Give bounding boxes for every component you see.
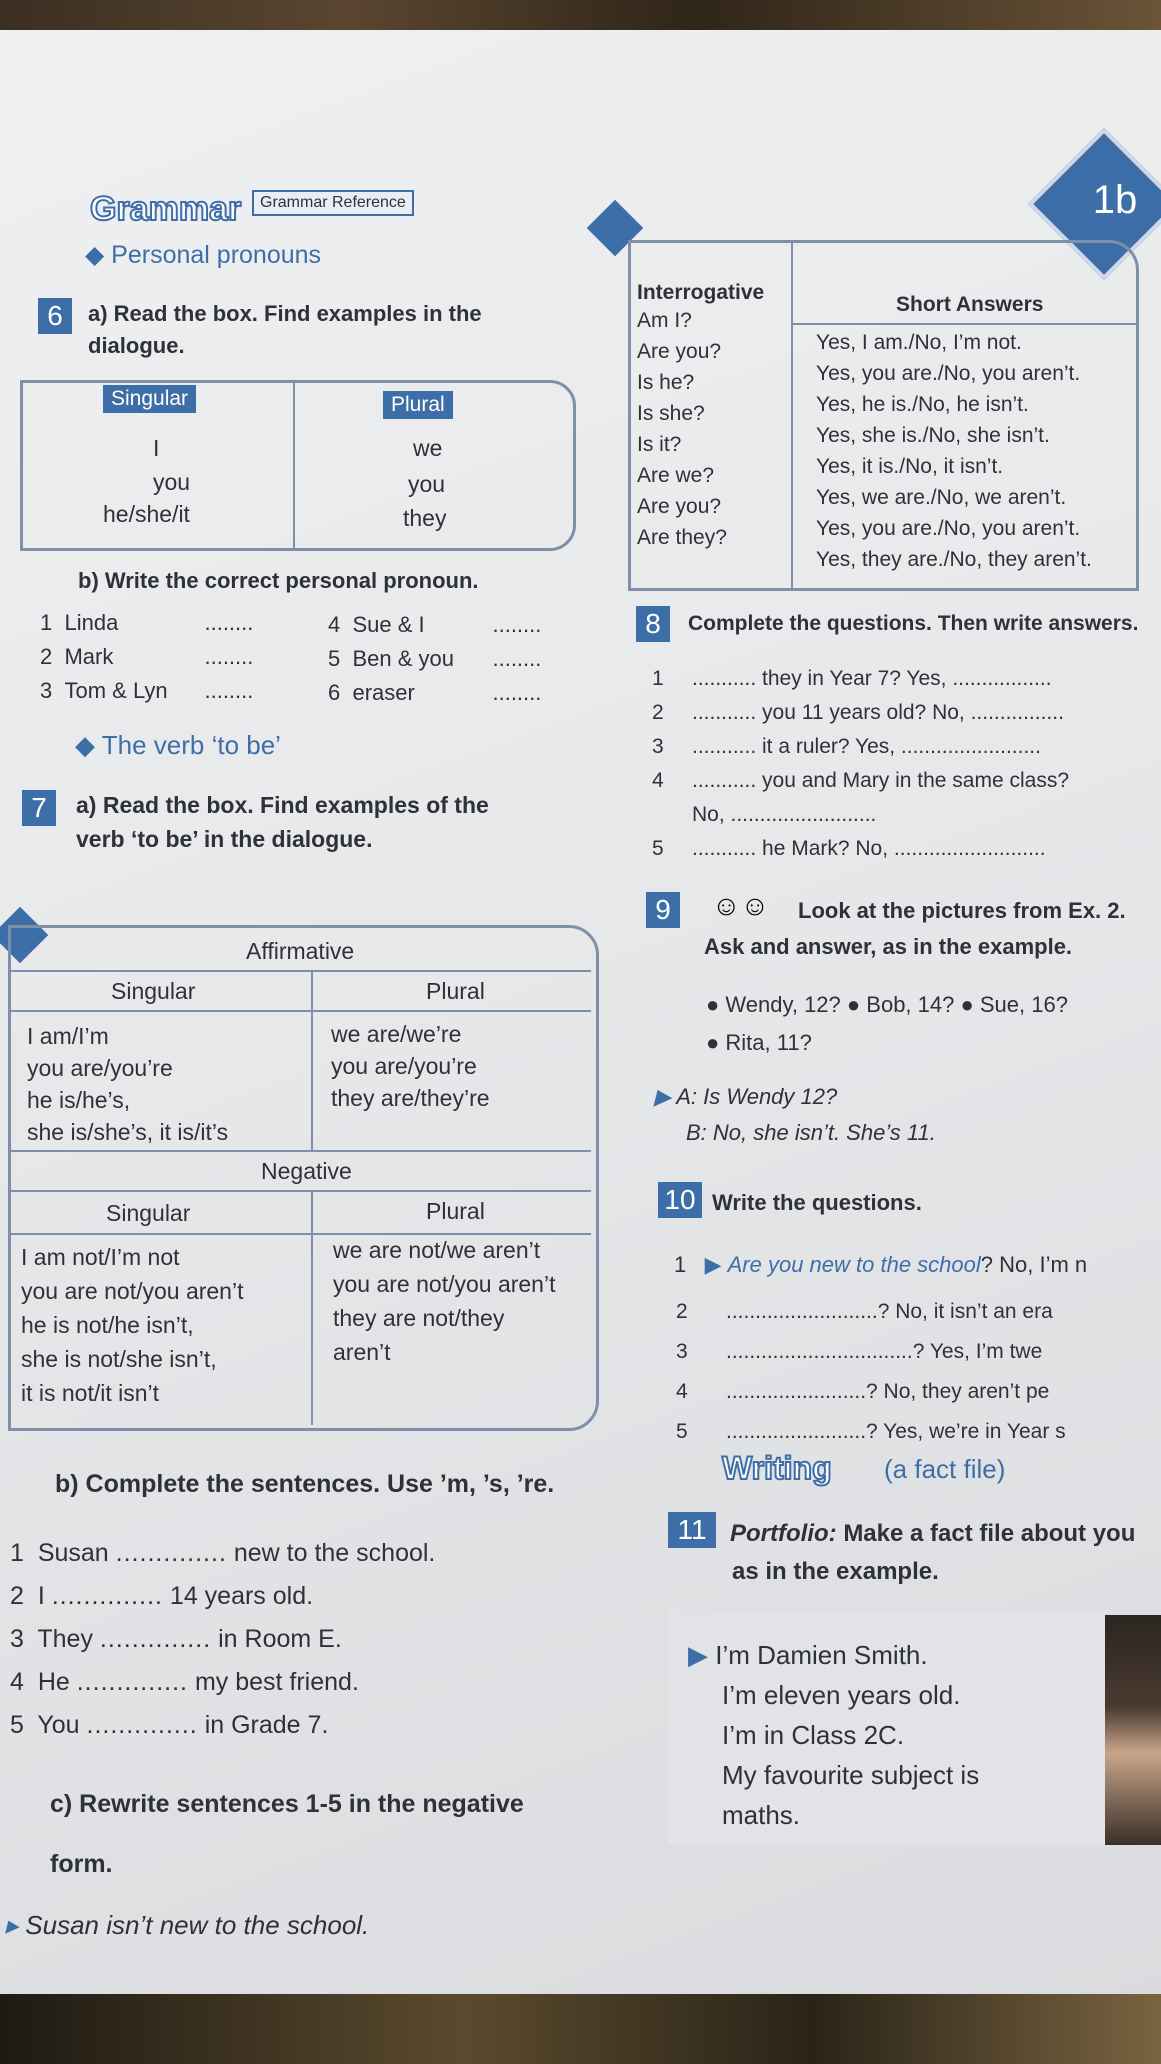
pronoun-cell: I [153, 435, 160, 461]
exercise-8-number: 8 [636, 606, 670, 642]
fact-file-lines: ▶ I’m Damien Smith. I’m eleven years old. I’m in Class 2C. My favourite subject is maths. [688, 1640, 980, 1830]
exercise-11-number: 11 [668, 1512, 716, 1548]
pronoun-table-header-singular: Singular [103, 385, 196, 413]
list-item: 3 Tom & Lyn ........ [40, 678, 254, 703]
list-item: 1 Linda ........ [40, 610, 254, 635]
writing-logo: Writing [722, 1450, 832, 1486]
list-item: 1 Susan .............. new to the school. [10, 1539, 436, 1567]
ex9-instruction-1: Look at the pictures from Ex. 2. [798, 898, 1126, 923]
to-be-aff-singular-header: Singular [111, 978, 196, 1004]
list-item: 5 Ben & you ........ [328, 646, 542, 671]
to-be-neg-singular-list: I am not/I’m not you are not/you aren’t he is not/he isn’t, she is not/she isn’t, it is not/it isn’t [21, 1244, 244, 1406]
exercise-9-number: 9 [646, 892, 680, 928]
interrogative-table [628, 240, 1139, 591]
writing-subtitle: (a fact file) [884, 1454, 1006, 1484]
ex10-example: 1 ▶ Are you new to the school? No, I’m n [674, 1252, 1088, 1277]
ex11-instruction-2: as in the example. [732, 1558, 939, 1585]
to-be-affirmative-header: Affirmative [246, 938, 355, 964]
ex9-example-a: ▶ A: Is Wendy 12? [654, 1084, 838, 1109]
to-be-negative-header: Negative [261, 1158, 352, 1184]
ex7-b-instruction: b) Complete the sentences. Use ’m, ’s, ’re. [55, 1470, 555, 1498]
to-be-neg-singular-header: Singular [106, 1200, 191, 1226]
to-be-neg-plural-header: Plural [426, 1198, 485, 1224]
section-verb-to-be: ◆ The verb ‘to be’ [75, 730, 281, 760]
background-fabric-bottom [0, 1994, 1161, 2064]
list-item: 3 ........... it a ruler? Yes, ........................ [652, 735, 1041, 758]
list-item: 1 ........... they in Year 7? Yes, ................. [652, 667, 1052, 690]
list-item: 2 ..........................? No, it isn’t an era [676, 1300, 1053, 1323]
ex6-b-instruction: b) Write the correct personal pronoun. [78, 568, 479, 593]
list-item: 4 ........................? No, they aren’t pe [676, 1380, 1050, 1403]
pronoun-cell: you [153, 469, 191, 495]
to-be-aff-plural-list: we are/we’re you are/you’re they are/they’re [331, 1021, 490, 1111]
to-be-table [8, 925, 599, 1431]
ex7-c-instruction-2: form. [50, 1850, 113, 1878]
ex8-items [652, 662, 1069, 866]
list-item: 3 ................................? Yes, I’m twe [676, 1340, 1043, 1363]
ex7-c-example: ▸ Susan isn’t new to the school. [5, 1910, 370, 1940]
list-item: 3 They .............. in Room E. [10, 1625, 342, 1653]
list-item: 4 He .............. my best friend. [10, 1668, 359, 1696]
ex7-b-sentences [10, 1532, 435, 1747]
ex9-bullets-1: ● Wendy, 12? ● Bob, 14? ● Sue, 16? [706, 992, 1068, 1017]
unit-badge-label: 1b [1092, 178, 1138, 222]
list-item: 5 ........... he Mark? No, .......................... [652, 837, 1046, 860]
grammar-reference-tag: Grammar Reference [252, 190, 414, 216]
list-item: 5 You .............. in Grade 7. [10, 1711, 329, 1739]
exercise-7-number: 7 [22, 790, 56, 826]
list-item: 4 ........... you and Mary in the same class? [652, 769, 1069, 792]
ex7-c-instruction-1: c) Rewrite sentences 1-5 in the negative [50, 1790, 524, 1818]
list-item: 2 I .............. 14 years old. [10, 1582, 314, 1610]
pronoun-cell: he/she/it [103, 501, 190, 527]
section-personal-pronouns: ◆ Personal pronouns [85, 241, 322, 269]
exercise-10-number: 10 [658, 1182, 702, 1218]
list-item: 2 ........... you 11 years old? No, ................ [652, 701, 1064, 724]
ex6-a-instruction: a) Read the box. Find examples in the dialogue. [88, 301, 482, 358]
pair-work-icon: ☺☺ [712, 890, 770, 921]
to-be-neg-plural-list: we are not/we aren’t you are not/you aren’t they are not/they aren’t [333, 1237, 556, 1365]
exercise-6-number: 6 [38, 298, 72, 334]
list-item: No, ......................... [692, 803, 877, 826]
pronoun-table [20, 380, 576, 551]
ex6-items-right [328, 608, 541, 710]
pronoun-table-header-plural: Plural [383, 391, 453, 419]
ex6-items-left [40, 606, 253, 708]
short-answers-list: Yes, I am./No, I’m not. Yes, you are./No, you aren’t. Yes, he is./No, he isn’t. Yes, she is./No, she isn’t. Yes, it is./No, it isn’t. Yes, we are./No, we aren’t. Yes, you are./No, you aren’t. Yes, they are./No, they aren’t. [816, 331, 1092, 571]
textbook-page [0, 30, 1161, 2005]
interrogative-list: Am I? Are you? Is he? Is she? Is it? Are we? Are you? Are they? [637, 309, 727, 549]
ex7-a-instruction-2: verb ‘to be’ in the dialogue. [76, 826, 373, 852]
damien-photo [1105, 1615, 1161, 1845]
short-answers-header: Short Answers [896, 293, 1044, 316]
fact-file-box [668, 1610, 1108, 1845]
ex7-a-instruction-1: a) Read the box. Find examples of the [76, 792, 489, 818]
to-be-aff-plural-header: Plural [426, 978, 485, 1004]
ex8-instruction: Complete the questions. Then write answers. [688, 612, 1139, 635]
to-be-aff-singular-list: I am/I’m you are/you’re he is/he’s, she is/she’s, it is/it’s [27, 1023, 229, 1145]
ex9-bullets-2: ● Rita, 11? [706, 1030, 812, 1055]
list-item: 6 eraser ........ [328, 680, 542, 705]
pronoun-cell: they [403, 505, 447, 531]
interrogative-header: Interrogative [637, 281, 765, 304]
ex11-instruction-1: Portfolio: Make a fact file about you [730, 1520, 1136, 1547]
pronoun-cell: we [413, 435, 443, 461]
grammar-logo: Grammar [90, 190, 242, 228]
pronoun-cell: you [408, 471, 446, 497]
ex9-example-b: B: No, she isn’t. She’s 11. [686, 1120, 936, 1145]
list-item: 5 ........................? Yes, we’re in Year s [676, 1420, 1066, 1443]
list-item: 2 Mark ........ [40, 644, 254, 669]
list-item: 4 Sue & I ........ [328, 612, 542, 637]
ex9-instruction-2: Ask and answer, as in the example. [704, 934, 1073, 959]
ex10-instruction: Write the questions. [712, 1190, 922, 1215]
ex10-items [676, 1292, 1066, 1452]
